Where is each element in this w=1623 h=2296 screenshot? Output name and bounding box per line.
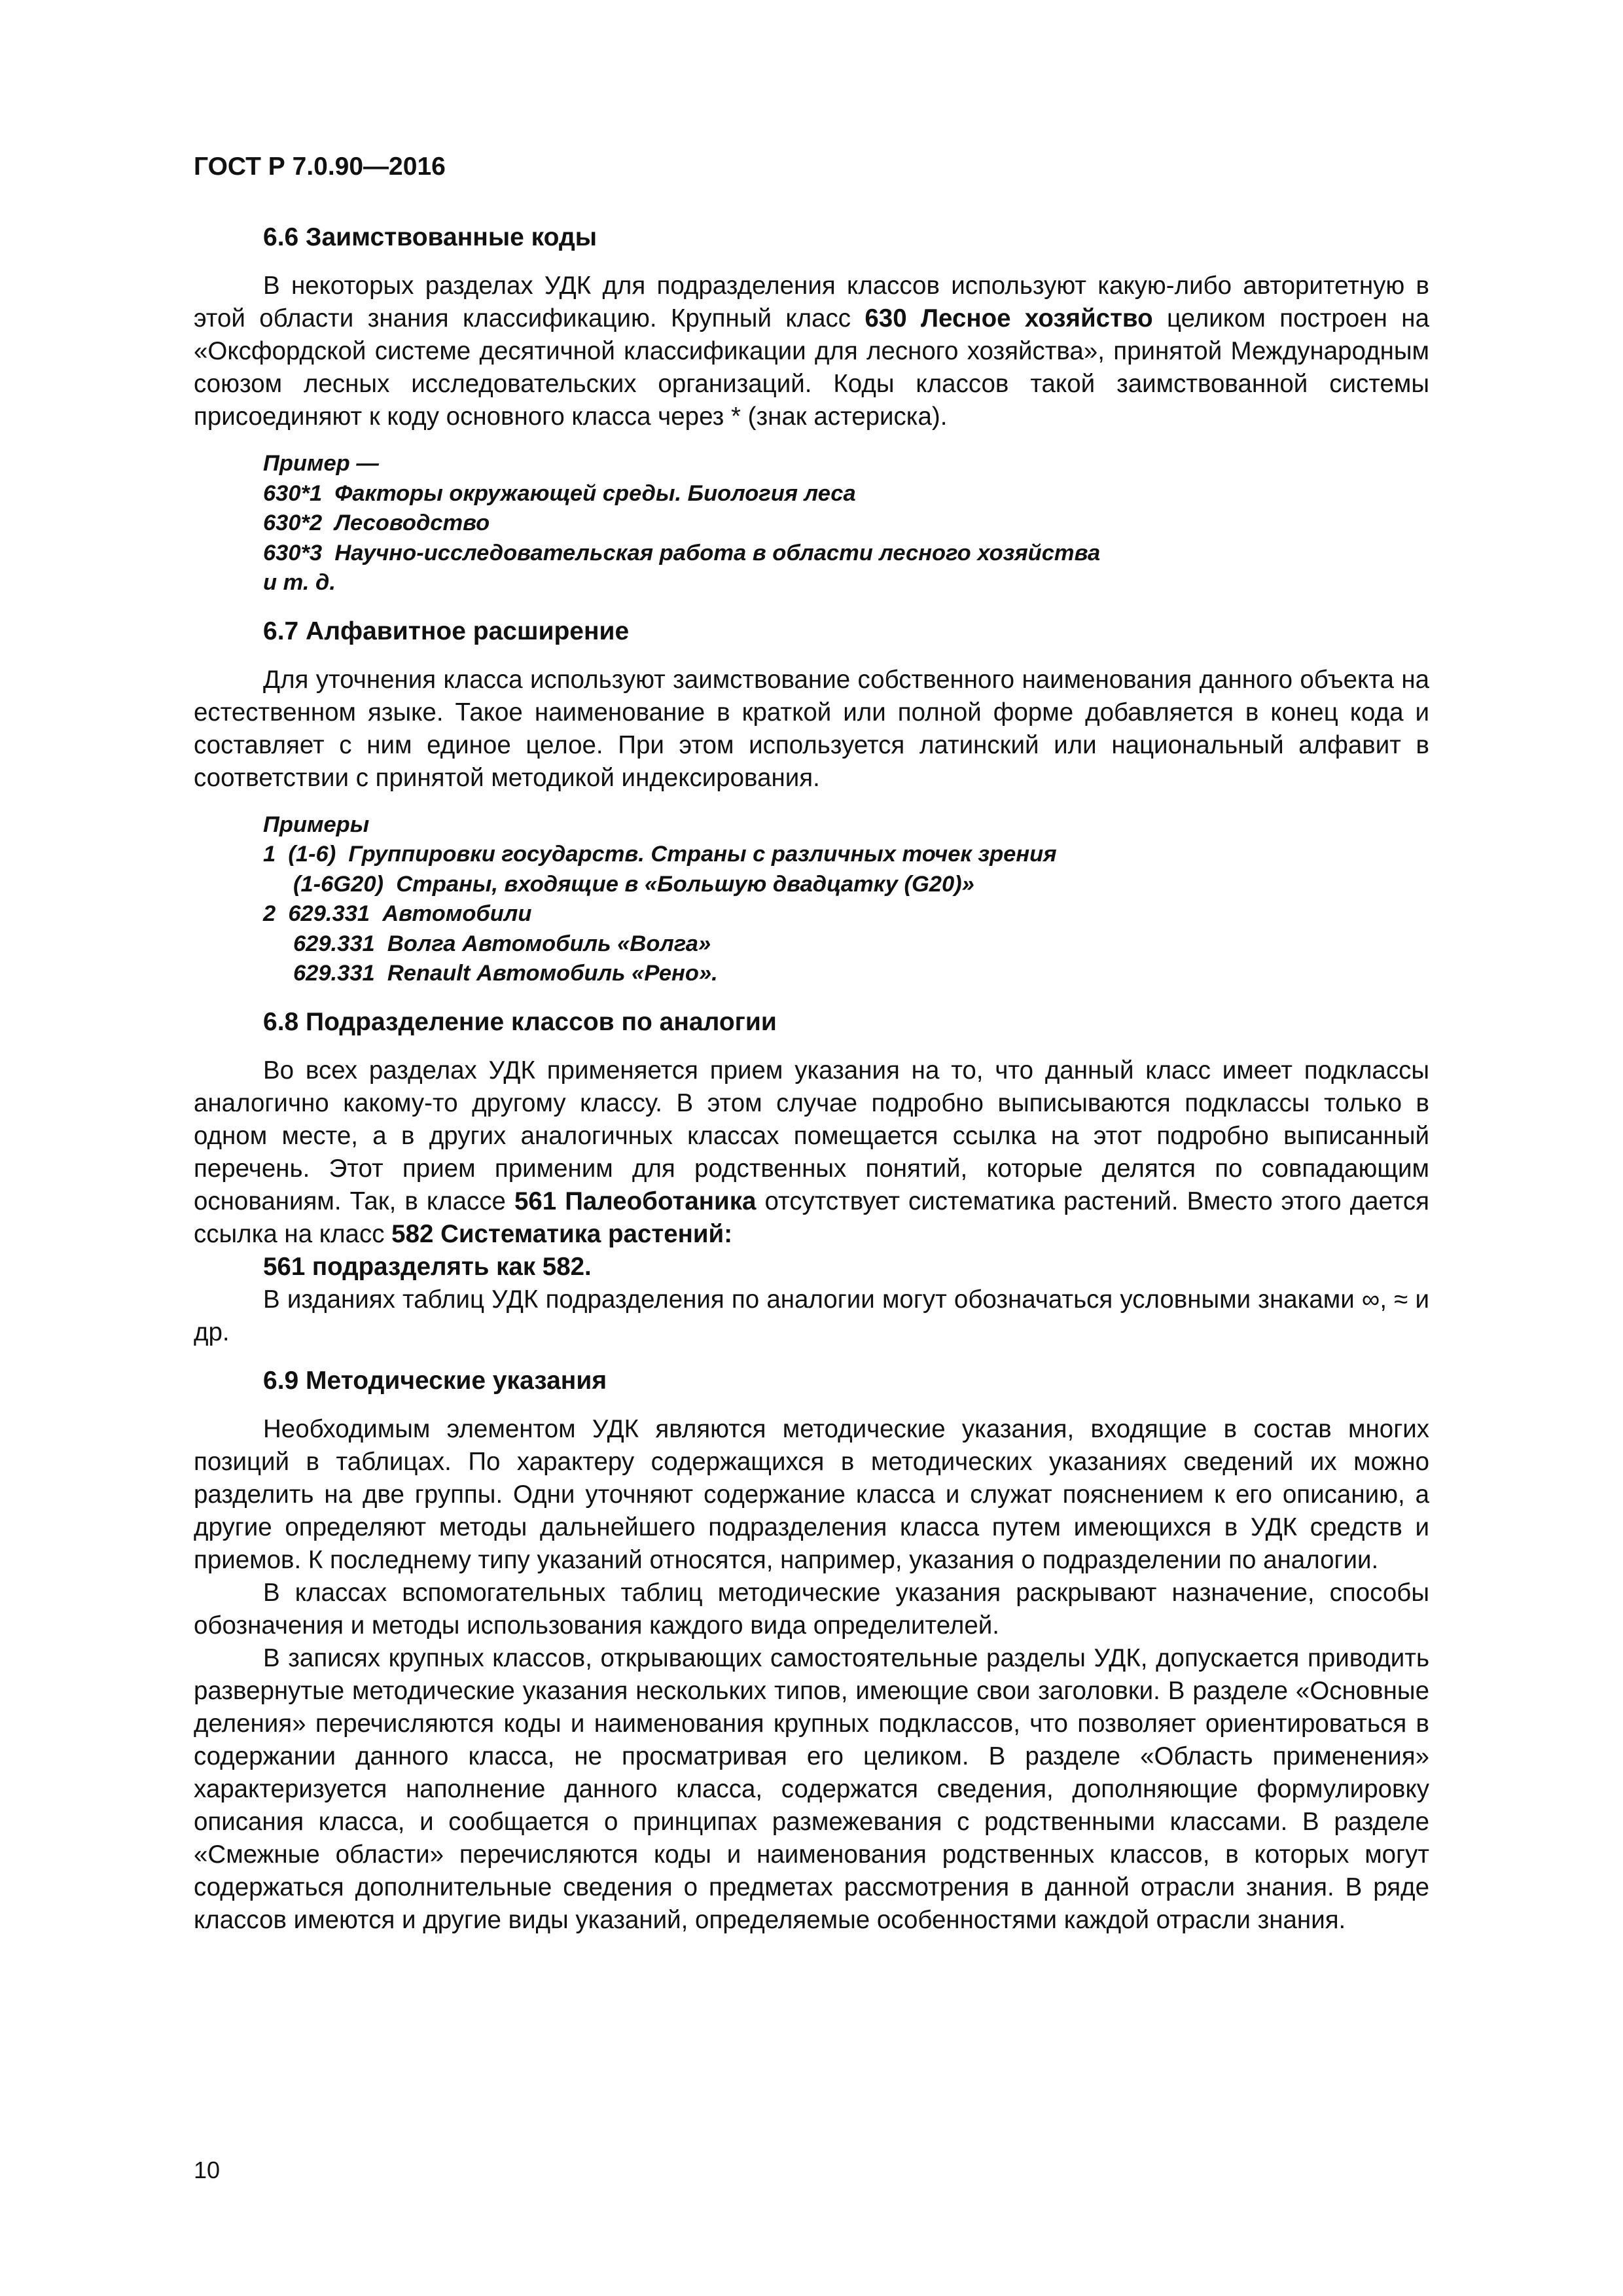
paragraph-text: В некоторых разделах УДК для подразделения классов используют какую-либо авторитетную в этой области знания классификацию. Крупный класс: [194, 272, 1429, 332]
example-title: Примеры: [263, 812, 370, 837]
document-body: [194, 221, 1429, 1937]
section-6-8-heading: 6.8 Подразделение классов по аналогии: [263, 1007, 777, 1036]
example-line: 1 (1-6) Группировки государств. Страны с различных точек зрения: [263, 842, 1057, 867]
analogy-instruction: 561 подразделять как 582.: [263, 1252, 592, 1281]
paragraph-text: Во всех разделах УДК применяется прием указания на то, что данный класс имеет подклассы аналогично какому-то другому классу. В этом случае подробно выписываются подклассы только в одном месте, а в других аналогичных классах помещается ссылка на этот подробно выписанный перечень. Этот прием применим для родственных понятий, которые делятся по совпадающим основаниям. Так, в классе: [194, 1056, 1429, 1215]
section-6-9-paragraph-2: В классах вспомогательных таблиц методические указания раскрывают назначение, способы обозначения и методы использования каждого вида определителей.: [194, 1578, 1429, 1640]
example-line: 629.331 Renault Автомобиль «Рено».: [293, 961, 718, 986]
section-6-9-paragraph-3: В записях крупных классов, открывающих самостоятельные разделы УДК, допускается приводить развернутые методические указания нескольких типов, имеющие свои заголовки. В разделе «Основные деления» перечисляются коды и наименования крупных подклассов, что позволяет ориентироваться в содержании данного класса, не просматривая его целиком. В разделе «Область применения» характеризуется наполнение данного класса, содержатся сведения, дополняющие формулировку описания класса, и сообщается о принципах размежевания с родственными классами. В разделе «Смежные области» перечисляются коды и наименования родственных классов, в которых могут содержаться дополнительные сведения о предметах рассмотрения в данной отрасли знания. В ряде классов имеются и другие виды указаний, определяемые особенностями каждой отрасли знания.: [194, 1643, 1429, 1934]
example-line: 630*2 Лесоводство: [263, 511, 490, 535]
section-6-8-paragraph: [194, 1054, 1429, 1251]
section-6-9-paragraph-1: Необходимым элементом УДК являются методические указания, входящие в состав многих позиций в таблицах. По характеру содержащихся в методических указаниях сведений их можно разделить на две группы. Одни уточняют содержание класса и служат пояснением к его описанию, а другие определяют методы дальнейшего подразделения класса путем имеющихся в УДК средств и приемов. К последнему типу указаний относятся, например, указания о подразделении по аналогии.: [194, 1414, 1429, 1574]
paragraph-text: отсутствует систематика растений. Вместо этого дается ссылка на класс: [194, 1187, 1430, 1248]
page-number: 10: [194, 2157, 221, 2183]
section-6-6-paragraph: [194, 270, 1429, 433]
section-6-6-heading: 6.6 Заимствованные коды: [263, 223, 597, 251]
paragraph-text: целиком построен на «Оксфордской системе десятичной классификации для лесного хозяйства», принятой Международным союзом лесных исследовательских организаций. Коды классов такой заимствованной системы присоединяют к коду основного класса через * (знак астериска).: [194, 304, 1429, 431]
section-6-8-paragraph-2: В изданиях таблиц УДК подразделения по аналогии могут обозначаться условными знаками ∞, ≈ и др.: [194, 1285, 1429, 1346]
example-line: (1-6G20) Страны, входящие в «Большую двадцатку (G20)»: [293, 871, 974, 897]
document-code-header: ГОСТ Р 7.0.90—2016: [194, 152, 446, 181]
example-line: 629.331 Волга Автомобиль «Волга»: [293, 931, 711, 956]
example-line: 630*1 Факторы окружающей среды. Биология леса: [263, 480, 856, 506]
section-6-9-heading: 6.9 Методические указания: [263, 1366, 607, 1395]
section-6-7-paragraph: Для уточнения класса используют заимствование собственного наименования данного объекта на естественном языке. Такое наименование в краткой или полной форме добавляется в конец кода и составляет с ним единое целое. При этом используется латинский или национальный алфавит в соответствии с принятой методикой индексирования.: [194, 665, 1429, 792]
section-6-6-example: [263, 449, 1429, 598]
class-561-bold: 561 Палеоботаника: [514, 1187, 757, 1215]
example-line: и т. д.: [263, 570, 336, 595]
class-582-bold: 582 Систематика растений:: [391, 1219, 733, 1248]
class-630-bold: 630 Лесное хозяйство: [865, 304, 1153, 332]
example-title: Пример —: [263, 451, 379, 476]
section-6-7-heading: 6.7 Алфавитное расширение: [263, 617, 630, 645]
example-line: 630*3 Научно-исследовательская работа в области лесного хозяйства: [263, 540, 1101, 565]
section-6-7-example: [263, 810, 1429, 989]
example-line: 2 629.331 Автомобили: [263, 901, 532, 926]
